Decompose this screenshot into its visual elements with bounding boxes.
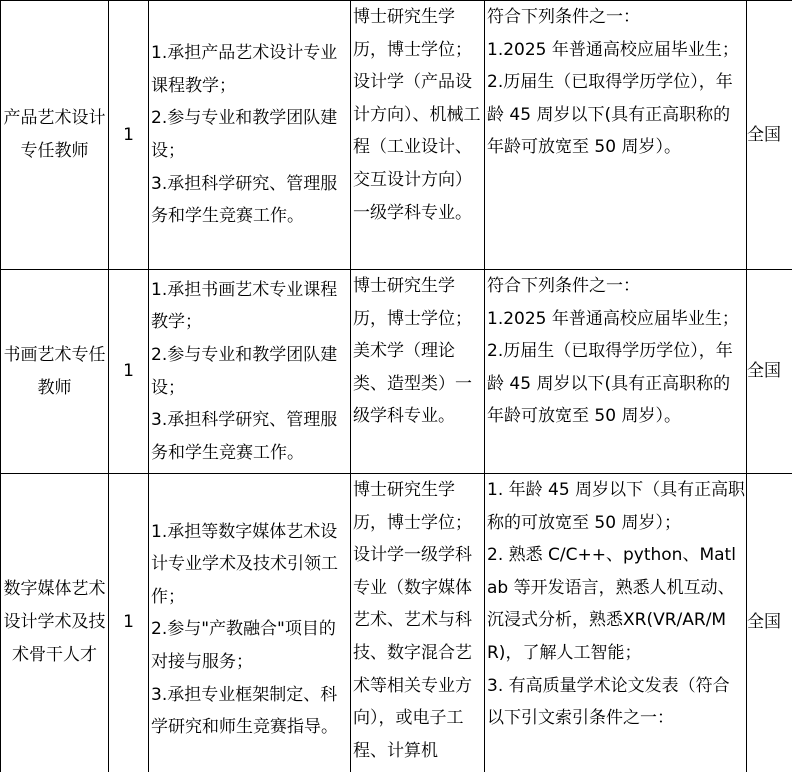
requirements-cell [485,270,747,474]
duty-line: 2.参与专业和教学团队建设； [151,344,338,398]
count-cell: 1 [109,1,149,270]
duty-line: 2.参与专业和教学团队建设； [151,108,338,161]
duties-cell [149,474,351,772]
requirement-line: 1. 年龄 45 周岁以下（具有正高职称的可放宽至 50 周岁）； [487,480,746,533]
requirement-line: 2.历届生（已取得学历学位），年龄 45 周岁以下(具有正高职称的年龄可放宽至 50 周岁）。 [487,72,733,158]
table-row [1,1,792,270]
region-cell: 全国 [747,474,792,772]
duty-line: 3.承担专业框架制定、科学研究和师生竞赛指导。 [151,684,338,738]
requirement-line: 1.2025 年普通高校应届毕业生； [487,308,739,329]
duty-line: 1.承担产品艺术设计专业课程教学； [151,43,338,96]
duty-line: 1.承担等数字媒体艺术设计专业学术及技术引领工作； [151,521,338,607]
requirement-line: 3. 有高质量学术论文发表（符合以下引文索引条件之一： [487,675,730,729]
requirement-line: 2.历届生（已取得学历学位），年龄 45 周岁以下(具有正高职称的年龄可放宽至 50 周岁）。 [487,341,733,427]
requirement-line: 符合下列条件之一： [487,7,640,27]
duty-line: 3.承担科学研究、管理服务和学生竞赛工作。 [151,410,338,463]
requirement-line: 2. 熟悉 C/C++、python、Matlab 等开发语言，熟悉人机互动、沉浸式分析，熟悉XR(VR/AR/MR)，了解人工智能； [487,545,736,663]
education-cell: 博士研究生学历，博士学位；设计学一级学科专业（数字媒体艺术、艺术与科技、数字混合艺术等相关专业方向），或电子工程、计算机 [351,474,485,772]
requirements-cell [485,1,747,270]
duties-cell [149,270,351,474]
table-row [1,474,792,772]
region-cell: 全国 [747,270,792,474]
duties-cell [149,1,351,270]
duty-line: 2.参与"产教融合"项目的对接与服务； [151,619,336,673]
requirement-line: 符合下列条件之一： [487,276,640,296]
duty-line: 3.承担科学研究、管理服务和学生竞赛工作。 [151,173,338,227]
count-cell: 1 [109,474,149,772]
position-cell: 书画艺术专任教师 [1,270,109,474]
education-cell: 博士研究生学历，博士学位；美术学（理论类、造型类）一级学科专业。 [351,270,485,474]
position-cell: 产品艺术设计专任教师 [1,1,109,270]
requirements-cell [485,474,747,772]
region-cell: 全国 [747,1,792,270]
position-cell: 数字媒体艺术设计学术及技术骨干人才 [1,474,109,772]
table-row [1,270,792,474]
duty-line: 1.承担书画艺术专业课程教学； [151,279,338,333]
education-cell: 博士研究生学历，博士学位；设计学（产品设计方向）、机械工程（工业设计、交互设计方向）一级学科专业。 [351,1,485,270]
requirement-line: 1.2025 年普通高校应届毕业生； [487,39,739,60]
count-cell: 1 [109,270,149,474]
